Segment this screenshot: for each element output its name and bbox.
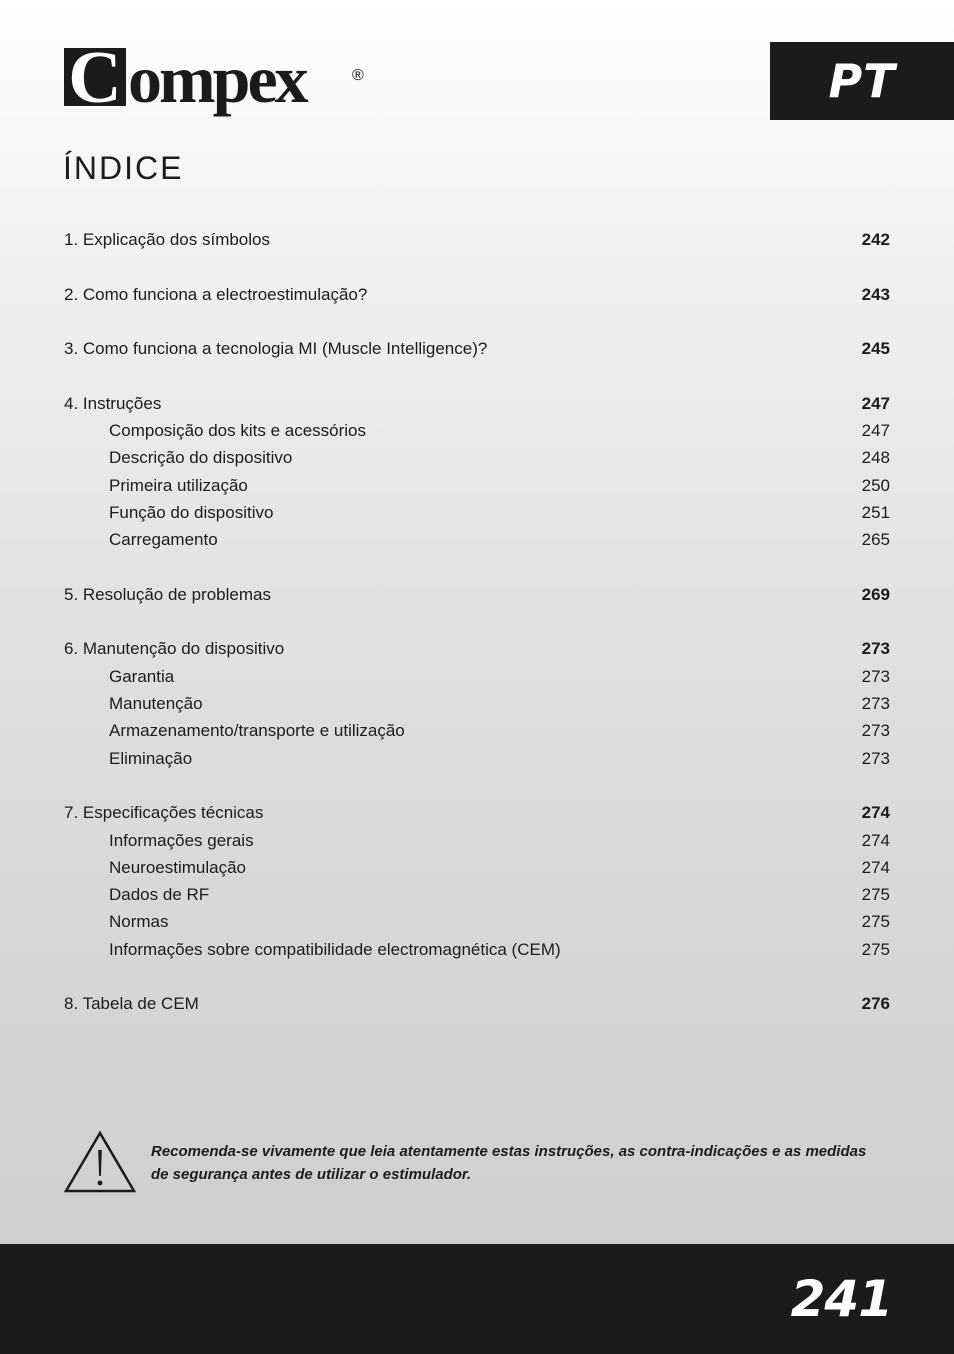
toc-page-number: 250 bbox=[861, 475, 890, 495]
toc-section[interactable] bbox=[64, 526, 890, 553]
page-title: ÍNDICE bbox=[63, 150, 184, 186]
warning-triangle-icon bbox=[64, 1130, 136, 1194]
toc-page-number: 274 bbox=[861, 857, 890, 877]
toc-page-number: 275 bbox=[861, 939, 890, 959]
toc-page-number: 273 bbox=[861, 721, 890, 741]
toc-section[interactable] bbox=[64, 444, 890, 471]
logo-initial: C bbox=[68, 38, 122, 119]
toc-section[interactable] bbox=[64, 908, 890, 935]
toc-section[interactable] bbox=[64, 690, 890, 717]
toc-chapter[interactable] bbox=[64, 335, 890, 362]
toc-label: Armazenamento/transporte e utilização bbox=[109, 721, 405, 741]
toc-label: 1. Explicação dos símbolos bbox=[64, 230, 270, 249]
toc-label: Descrição do dispositivo bbox=[109, 448, 293, 468]
toc-spacer bbox=[64, 362, 890, 389]
toc-spacer bbox=[64, 772, 890, 799]
toc-label: 6. Manutenção do dispositivo bbox=[64, 639, 285, 659]
toc-label: Manutenção bbox=[109, 694, 203, 714]
footer-bar bbox=[0, 1244, 954, 1354]
toc-label: 5. Resolução de problemas bbox=[64, 584, 271, 604]
toc-page-number: 245 bbox=[861, 339, 890, 359]
toc-page-number: 242 bbox=[861, 230, 890, 249]
table-of-contents bbox=[64, 226, 890, 1018]
safety-warning bbox=[64, 1130, 867, 1196]
toc-page-number: 274 bbox=[861, 803, 890, 823]
toc-label: Eliminação bbox=[109, 748, 193, 768]
toc-page-number: 248 bbox=[861, 448, 890, 468]
logo-registered-mark: ® bbox=[352, 67, 364, 84]
toc-chapter[interactable] bbox=[64, 390, 890, 417]
toc-label: Função do dispositivo bbox=[109, 502, 274, 522]
toc-spacer bbox=[64, 554, 890, 581]
toc-label: 4. Instruções bbox=[64, 393, 162, 413]
toc-page-number: 243 bbox=[861, 284, 890, 304]
toc-section[interactable] bbox=[64, 663, 890, 690]
toc-label: 7. Especificações técnicas bbox=[64, 803, 264, 823]
toc-label: Composição dos kits e acessórios bbox=[109, 421, 367, 441]
toc-label: Normas bbox=[109, 912, 169, 932]
toc-page-number: 251 bbox=[861, 502, 890, 522]
toc-label: 3. Como funciona a tecnologia MI (Muscle Intelligence)? bbox=[64, 339, 488, 359]
toc-section[interactable] bbox=[64, 745, 890, 772]
toc-page-number: 275 bbox=[861, 912, 890, 932]
toc-label: Neuroestimulação bbox=[109, 857, 247, 877]
toc-spacer bbox=[64, 308, 890, 335]
toc-label: Dados de RF bbox=[109, 885, 210, 905]
toc-chapter[interactable] bbox=[64, 226, 890, 253]
toc-section[interactable] bbox=[64, 499, 890, 526]
toc-section[interactable] bbox=[64, 827, 890, 854]
toc-section[interactable] bbox=[64, 936, 890, 963]
toc-spacer bbox=[64, 608, 890, 635]
toc-page-number: 247 bbox=[861, 393, 890, 413]
toc-page-number: 265 bbox=[861, 530, 890, 550]
logo-wordmark: ompex bbox=[128, 41, 306, 117]
language-tab: PT bbox=[770, 42, 954, 120]
toc-section[interactable] bbox=[64, 881, 890, 908]
toc-section[interactable] bbox=[64, 417, 890, 444]
warning-text: Recomenda-se vivamente que leia atentamente estas instruções, as contra-indicações e as medidas de segurança antes de utilizar o estimulador. bbox=[151, 1143, 867, 1183]
toc-label: Carregamento bbox=[109, 530, 218, 550]
toc-chapter[interactable] bbox=[64, 799, 890, 826]
toc-section[interactable] bbox=[64, 472, 890, 499]
toc-page-number: 247 bbox=[861, 421, 890, 441]
toc-page-number: 269 bbox=[861, 584, 890, 604]
toc-page-number: 273 bbox=[861, 639, 890, 659]
toc-label: Informações sobre compatibilidade electromagnética (CEM) bbox=[109, 939, 561, 959]
toc-label: 8. Tabela de CEM bbox=[64, 994, 199, 1014]
page-number: 241 bbox=[790, 1270, 892, 1328]
toc-chapter[interactable] bbox=[64, 990, 890, 1017]
compex-logo bbox=[64, 38, 374, 120]
toc-chapter[interactable] bbox=[64, 635, 890, 662]
toc-spacer bbox=[64, 253, 890, 280]
toc-label: 2. Como funciona a electroestimulação? bbox=[64, 284, 368, 304]
toc-spacer bbox=[64, 963, 890, 990]
toc-page-number: 273 bbox=[861, 666, 890, 686]
toc-chapter[interactable] bbox=[64, 581, 890, 608]
toc-label: Primeira utilização bbox=[109, 475, 248, 495]
toc-page-number: 276 bbox=[861, 994, 890, 1014]
toc-page-number: 275 bbox=[861, 885, 890, 905]
toc-label: Informações gerais bbox=[109, 830, 254, 850]
toc-page-number: 273 bbox=[861, 694, 890, 714]
toc-chapter[interactable] bbox=[64, 281, 890, 308]
toc-section[interactable] bbox=[64, 717, 890, 744]
toc-page-number: 274 bbox=[861, 830, 890, 850]
toc-page-number: 273 bbox=[861, 748, 890, 768]
toc-section[interactable] bbox=[64, 854, 890, 881]
toc-label: Garantia bbox=[109, 666, 175, 686]
